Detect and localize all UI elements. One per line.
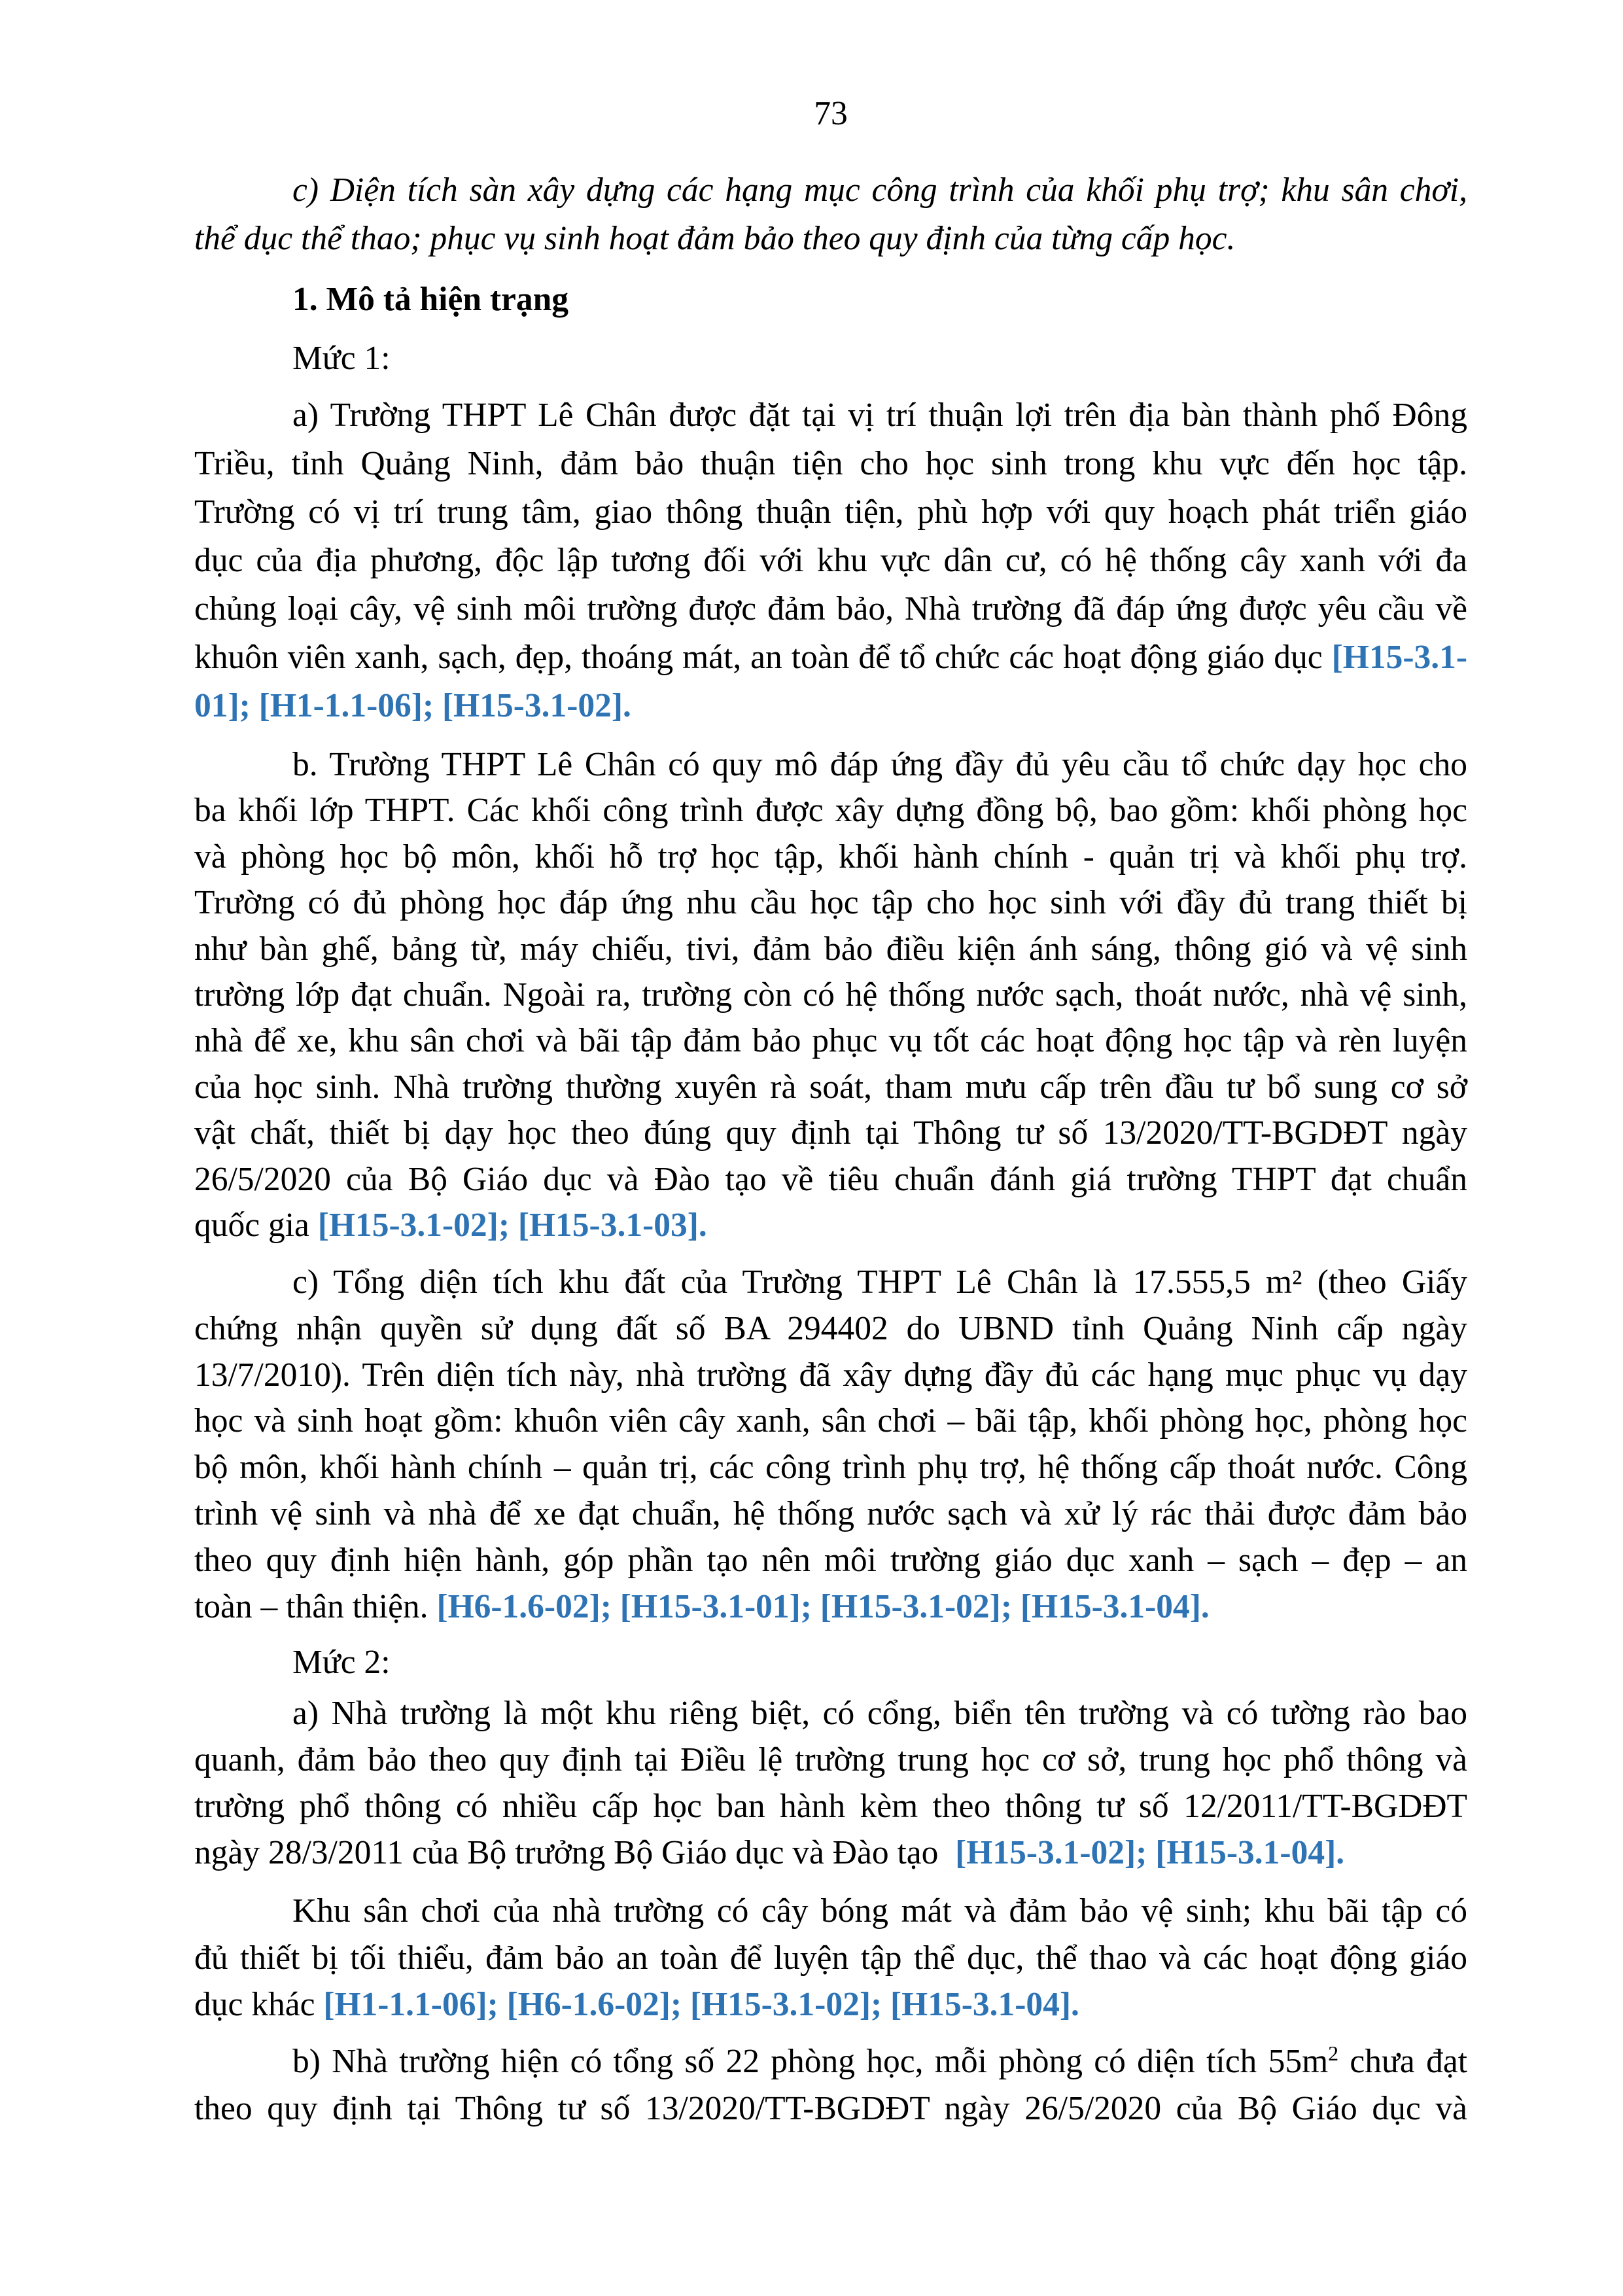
level-label-text: Mức 1: bbox=[292, 340, 391, 377]
text-line: vật chất, thiết bị dạy học theo đúng quy định tại Thông tư số 13/2020/TT-BGDĐT ngày bbox=[194, 1114, 1467, 1152]
line-text: quốc gia bbox=[194, 1206, 318, 1244]
text-line: ba khối lớp THPT. Các khối công trình được xây dựng đồng bộ, bao gồm: khối phòng học bbox=[194, 792, 1467, 830]
text-line: và phòng học bộ môn, khối hỗ trợ học tập, khối hành chính - quản trị và khối phụ trợ. bbox=[194, 838, 1467, 875]
text-line bbox=[194, 1829, 1467, 1876]
text-line: như bàn ghế, bảng từ, máy chiếu, tivi, đảm bảo điều kiện ánh sáng, thông gió và vệ sinh bbox=[194, 930, 1467, 968]
evidence-code: [H6-1.6-02]; [H15-3.1-01]; [H15-3.1-02]; [H15-3.1-04]. bbox=[436, 1587, 1210, 1625]
text-line bbox=[194, 633, 1467, 682]
evidence-code: 01]; [H1-1.1-06]; [H15-3.1-02]. bbox=[194, 687, 631, 724]
text-line: Trường có đủ phòng học đáp ứng nhu cầu học tập cho học sinh với đầy đủ trang thiết bị bbox=[194, 884, 1467, 922]
text-line: trường phổ thông có nhiều cấp học ban hành kèm theo thông tư số 12/2011/TT-BGDĐT bbox=[194, 1788, 1467, 1825]
text-line: bộ môn, khối hành chính – quản trị, các công trình phụ trợ, hệ thống cấp thoát nước. Công bbox=[194, 1449, 1467, 1487]
text-line: theo quy định tại Thông tư số 13/2020/TT-BGDĐT ngày 26/5/2020 của Bộ Giáo dục và bbox=[194, 2090, 1467, 2127]
level-label-text: Mức 2: bbox=[292, 1644, 391, 1681]
text-line: c) Diện tích sàn xây dựng các hạng mục công trình của khối phụ trợ; khu sân chơi, bbox=[292, 171, 1467, 209]
text-line: a) Nhà trường là một khu riêng biệt, có cổng, biển tên trường và có tường rào bao bbox=[292, 1695, 1467, 1732]
text-line bbox=[194, 1584, 1467, 1631]
superscript: 2 bbox=[1328, 2042, 1339, 2066]
text-line: Triều, tỉnh Quảng Ninh, đảm bảo thuận tiện cho học sinh trong khu vực đến học tập. bbox=[194, 445, 1467, 482]
line-text: ngày 28/3/2011 của Bộ trưởng Bộ Giáo dục và Đào tạo bbox=[194, 1834, 947, 1871]
level-2-item-a bbox=[194, 1690, 1467, 1876]
evidence-code: [H15-3.1-02]; [H15-3.1-04]. bbox=[955, 1834, 1345, 1871]
level-1-item-c bbox=[194, 1260, 1467, 1630]
section-heading-text: 1. Mô tả hiện trạng bbox=[292, 281, 568, 318]
level-2-item-b bbox=[194, 2038, 1467, 2132]
text-line: a) Trường THPT Lê Chân được đặt tại vị trí thuận lợi trên địa bàn thành phố Đông bbox=[292, 397, 1467, 434]
text-line: Trường có vị trí trung tâm, giao thông thuận tiện, phù hợp với quy hoạch phát triển giáo bbox=[194, 493, 1467, 531]
line-text: toàn – thân thiện. bbox=[194, 1587, 437, 1625]
text-line: trình vệ sinh và nhà để xe đạt chuẩn, hệ thống nước sạch và xử lý rác thải được đảm bảo bbox=[194, 1494, 1467, 1532]
criterion-statement bbox=[194, 166, 1467, 263]
text-line: đủ thiết bị tối thiểu, đảm bảo an toàn để luyện tập thể dục, thể thao và các hoạt động giáo bbox=[194, 1939, 1467, 1977]
text-line: c) Tổng diện tích khu đất của Trường THPT Lê Chân là 17.555,5 m² (theo Giấy bbox=[292, 1263, 1467, 1301]
text-line bbox=[194, 1203, 1467, 1248]
evidence-code: [H1-1.1-06]; [H6-1.6-02]; [H15-3.1-02]; [H15-3.1-04]. bbox=[323, 1986, 1079, 2023]
level-1-item-b bbox=[194, 742, 1467, 1248]
level-1-item-a bbox=[194, 391, 1467, 730]
line-text: khuôn viên xanh, sạch, đẹp, thoáng mát, an toàn để tổ chức các hoạt động giáo dục bbox=[194, 639, 1332, 676]
page-number bbox=[194, 90, 1467, 137]
text-line: trường lớp đạt chuẩn. Ngoài ra, trường còn có hệ thống nước sạch, thoát nước, nhà vệ sinh, bbox=[194, 976, 1467, 1014]
level-2-playground bbox=[194, 1888, 1467, 2028]
text-line: 13/7/2010). Trên diện tích này, nhà trường đã xây dựng đầy đủ các hạng mục phục vụ dạy bbox=[194, 1356, 1467, 1394]
text-line: học và sinh hoạt gồm: khuôn viên cây xanh, sân chơi – bãi tập, khối phòng học, phòng học bbox=[194, 1402, 1467, 1440]
text-line: nhà để xe, khu sân chơi và bãi tập đảm bảo phục vụ tốt các hoạt động học tập và rèn luyện bbox=[194, 1022, 1467, 1060]
level-2-label bbox=[194, 1639, 1467, 1686]
text-line: chứng nhận quyền sử dụng đất số BA 294402 do UBND tỉnh Quảng Ninh cấp ngày bbox=[194, 1309, 1467, 1347]
line-text: chưa đạt bbox=[1338, 2043, 1467, 2080]
page-number-text: 73 bbox=[814, 95, 848, 132]
text-line bbox=[194, 682, 1467, 730]
section-heading bbox=[194, 276, 1467, 323]
text-line: theo quy định hiện hành, góp phần tạo nên môi trường giáo dục xanh – sạch – đẹp – an bbox=[194, 1541, 1467, 1579]
text-line: chủng loại cây, vệ sinh môi trường được đảm bảo, Nhà trường đã đáp ứng được yêu cầu về bbox=[194, 590, 1467, 627]
text-line: dục của địa phương, độc lập tương đối với khu vực dân cư, có hệ thống cây xanh với đa bbox=[194, 542, 1467, 579]
evidence-code: [H15-3.1-02]; [H15-3.1-03]. bbox=[317, 1206, 707, 1244]
text-line: thể dục thể thao; phục vụ sinh hoạt đảm bảo theo quy định của từng cấp học. bbox=[194, 220, 1236, 257]
text-line: b. Trường THPT Lê Chân có quy mô đáp ứng đầy đủ yêu cầu tổ chức dạy học cho bbox=[292, 746, 1467, 783]
text-line: của học sinh. Nhà trường thường xuyên rà soát, tham mưu cấp trên đầu tư bổ sung cơ sở bbox=[194, 1068, 1467, 1106]
level-1-label bbox=[194, 335, 1467, 381]
line-text: dục khác bbox=[194, 1986, 324, 2023]
text-line bbox=[194, 1981, 1467, 2028]
evidence-code: [H15-3.1- bbox=[1331, 639, 1467, 676]
text-line: Khu sân chơi của nhà trường có cây bóng mát và đảm bảo vệ sinh; khu bãi tập có bbox=[292, 1892, 1467, 1930]
text-line: 26/5/2020 của Bộ Giáo dục và Đào tạo về tiêu chuẩn đánh giá trường THPT đạt chuẩn bbox=[194, 1160, 1467, 1198]
line-text: b) Nhà trường hiện có tổng số 22 phòng học, mỗi phòng có diện tích 55m bbox=[292, 2043, 1329, 2080]
text-line bbox=[194, 2038, 1467, 2085]
text-line: quanh, đảm bảo theo quy định tại Điều lệ trường trung học cơ sở, trung học phổ thông và bbox=[194, 1741, 1467, 1778]
